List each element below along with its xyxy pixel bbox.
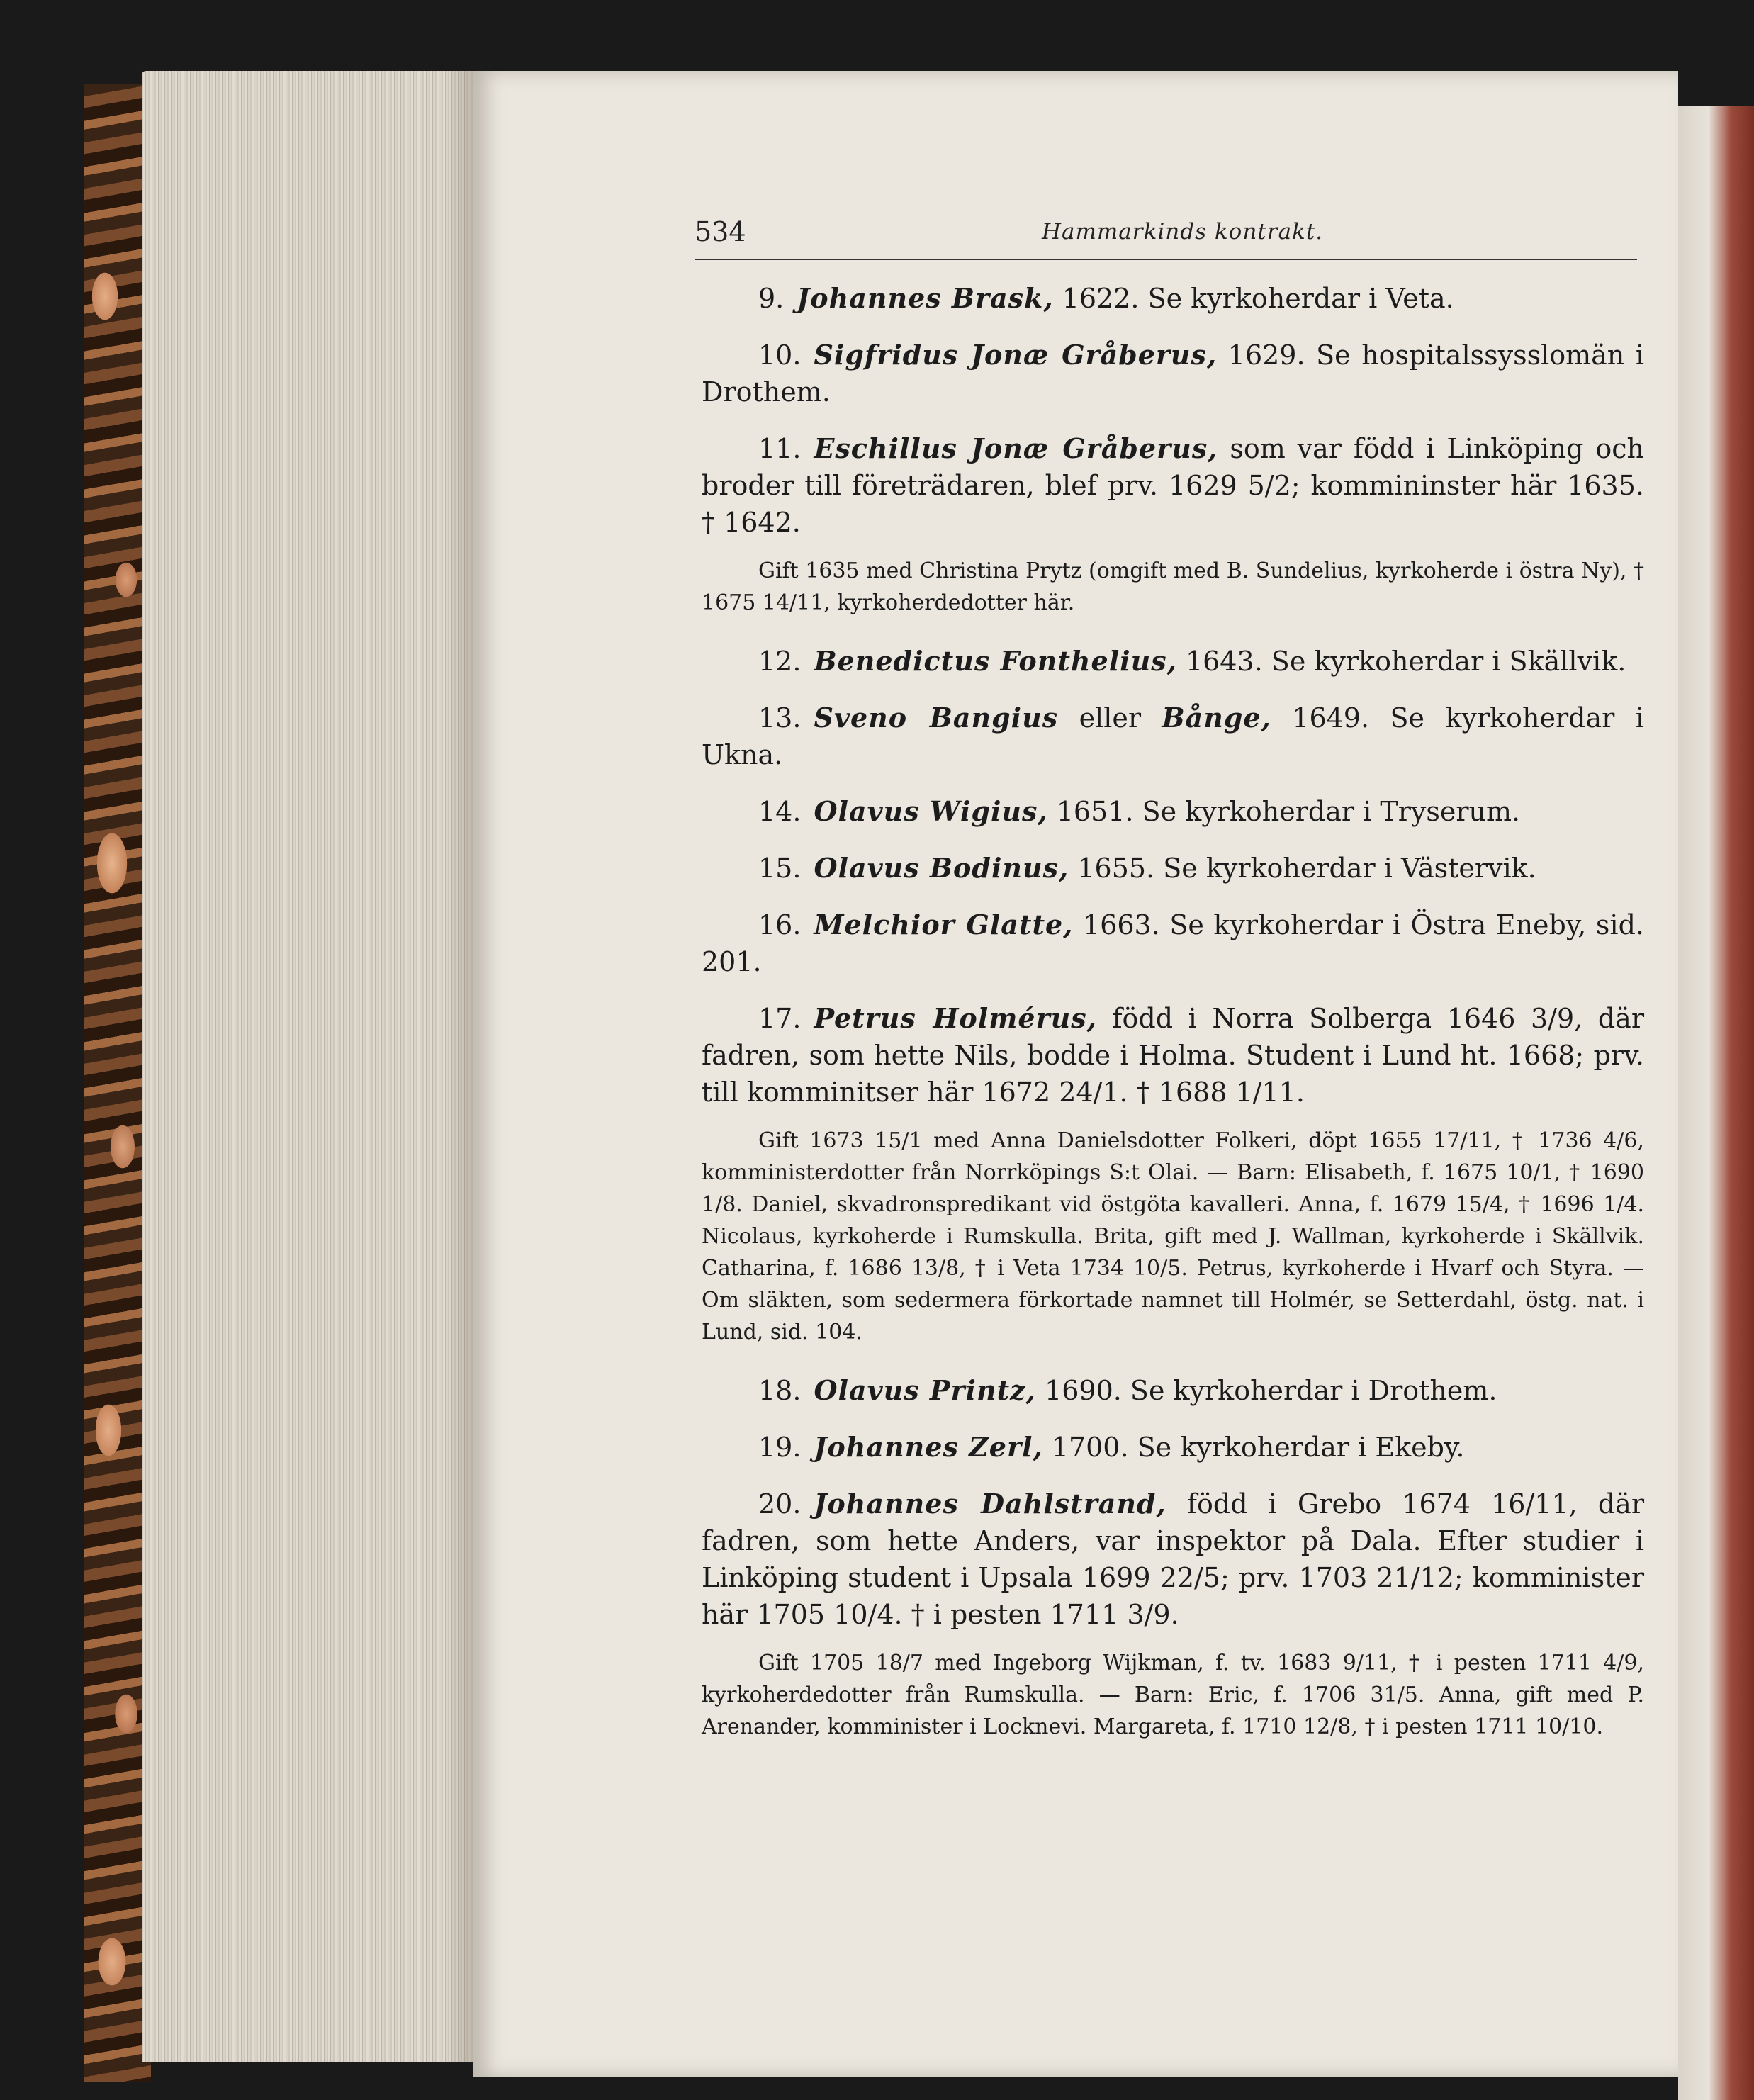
entry-number: 19.: [758, 1432, 802, 1463]
entry-name: Johannes Dahlstrand,: [814, 1488, 1166, 1520]
entry-name: Olavus Bodinus,: [814, 852, 1069, 884]
entry-name: Melchior Glatte,: [814, 909, 1074, 940]
entry-11: [702, 430, 1644, 541]
entry-text: 1651. Se kyrkoherdar i Tryserum.: [1056, 796, 1521, 827]
entry-10: [702, 337, 1644, 410]
entry-number: 17.: [758, 1003, 802, 1034]
note-11: [702, 555, 1644, 619]
page-block-edge: [142, 71, 475, 2062]
entry-name: Olavus Printz,: [814, 1374, 1036, 1406]
note-20: [702, 1647, 1644, 1743]
entry-9: [702, 280, 1644, 317]
entry-name: Benedictus Fonthelius,: [814, 645, 1177, 677]
entry-text: 1690. Se kyrkoherdar i Drothem.: [1045, 1375, 1497, 1406]
entry-13: [702, 700, 1644, 773]
entry-12: [702, 643, 1644, 680]
book-cover-left: [84, 84, 151, 2082]
entry-text: som var född i Linköping och broder till företrädaren, blef prv. 1629 5/2; kommininster här 1635. † 1642.: [702, 433, 1644, 538]
entry-name: Petrus Holmérus,: [814, 1002, 1097, 1034]
entry-text: 1629. Se hospitalssysslomän i Drothem.: [702, 339, 1644, 408]
entry-number: 11.: [758, 433, 802, 464]
running-title: Hammarkinds kontrakt.: [1042, 219, 1324, 245]
entry-19: [702, 1429, 1644, 1466]
book-cover-right: [1678, 106, 1754, 2100]
page-header: [695, 216, 1637, 260]
entry-text: född i Grebo 1674 16/11, där fadren, som hette Anders, var inspektor på Dala. Efter studier i Linköping student i Upsala 1699 22/5; prv. 1703 21/12; komminister här 1705 10/4. † i pesten 1711 3/9.: [702, 1488, 1644, 1630]
entry-name: Johannes Zerl,: [814, 1431, 1043, 1463]
entry-name: Sigfridus Jonæ Gråberus,: [814, 339, 1218, 371]
entry-18: [702, 1372, 1644, 1409]
entry-text: 1663. Se kyrkoherdar i Östra Eneby, sid. 201.: [702, 909, 1644, 977]
note-text: Gift 1635 med Christina Prytz (omgift med B. Sundelius, kyrkoherde i östra Ny), † 1675 14/11, kyrkoherdedotter här.: [702, 558, 1644, 615]
entry-number: 14.: [758, 796, 802, 827]
entry-number: 16.: [758, 909, 802, 940]
entry-number: 12.: [758, 646, 802, 677]
entry-number: 15.: [758, 853, 802, 884]
entry-name-alt: Bånge,: [1162, 702, 1271, 734]
entry-16: [702, 906, 1644, 980]
entry-text: 1700. Se kyrkoherdar i Ekeby.: [1051, 1432, 1465, 1463]
entry-name: Johannes Brask,: [797, 282, 1054, 314]
entry-name: Olavus Wigius,: [814, 795, 1048, 827]
entry-number: 10.: [758, 339, 802, 371]
entry-number: 18.: [758, 1375, 802, 1406]
entry-15: [702, 850, 1644, 887]
page-content: [702, 280, 1644, 1767]
entry-text: 1622. Se kyrkoherdar i Veta.: [1062, 283, 1454, 314]
entry-text: född i Norra Solberga 1646 3/9, där fadren, som hette Nils, bodde i Holma. Student i Lund ht. 1668; prv. till komminitser här 1672 24/1. † 1688 1/11.: [702, 1003, 1644, 1108]
entry-number: 9.: [758, 283, 785, 314]
entry-text: eller: [1079, 702, 1142, 734]
entry-number: 13.: [758, 702, 802, 734]
entry-name: Sveno Bangius: [814, 702, 1059, 734]
entry-number: 20.: [758, 1488, 802, 1520]
note-text: Gift 1705 18/7 med Ingeborg Wijkman, f. tv. 1683 9/11, † i pesten 1711 4/9, kyrkoherdedotter från Rumskulla. — Barn: Eric, f. 1706 31/5. Anna, gift med P. Arenander, komminister i Locknevi. Margareta, f. 1710 12/8, † i pesten 1711 10/10.: [702, 1651, 1644, 1739]
entry-text: 1643. Se kyrkoherdar i Skällvik.: [1185, 646, 1626, 677]
entry-17: [702, 1000, 1644, 1111]
page-number: 534: [695, 216, 746, 247]
entry-20: [702, 1486, 1644, 1633]
entry-text: 1649. Se kyrkoherdar i Ukna.: [702, 702, 1644, 770]
entry-14: [702, 793, 1644, 830]
note-text: Gift 1673 15/1 med Anna Danielsdotter Folkeri, döpt 1655 17/11, † 1736 4/6, komministerdotter från Norrköpings S:t Olai. — Barn: Elisabeth, f. 1675 10/1, † 1690 1/8. Daniel, skvadronspredikant vid östgöta kavalleri. Anna, f. 1679 15/4, † 1696 1/4. Nicolaus, kyrkoherde i Rumskulla. Brita, gift med J. Wallman, kyrkoherde i Skällvik. Catharina, f. 1686 13/8, † i Veta 1734 10/5. Petrus, kyrkoherde i Hvarf och Styra. — Om släkten, som sedermera förkortade namnet till Holmér, se Setterdahl, östg. nat. i Lund, sid. 104.: [702, 1128, 1644, 1344]
entry-name: Eschillus Jonæ Gråberus,: [814, 432, 1218, 464]
entry-text: 1655. Se kyrkoherdar i Västervik.: [1077, 853, 1536, 884]
note-17: [702, 1125, 1644, 1348]
